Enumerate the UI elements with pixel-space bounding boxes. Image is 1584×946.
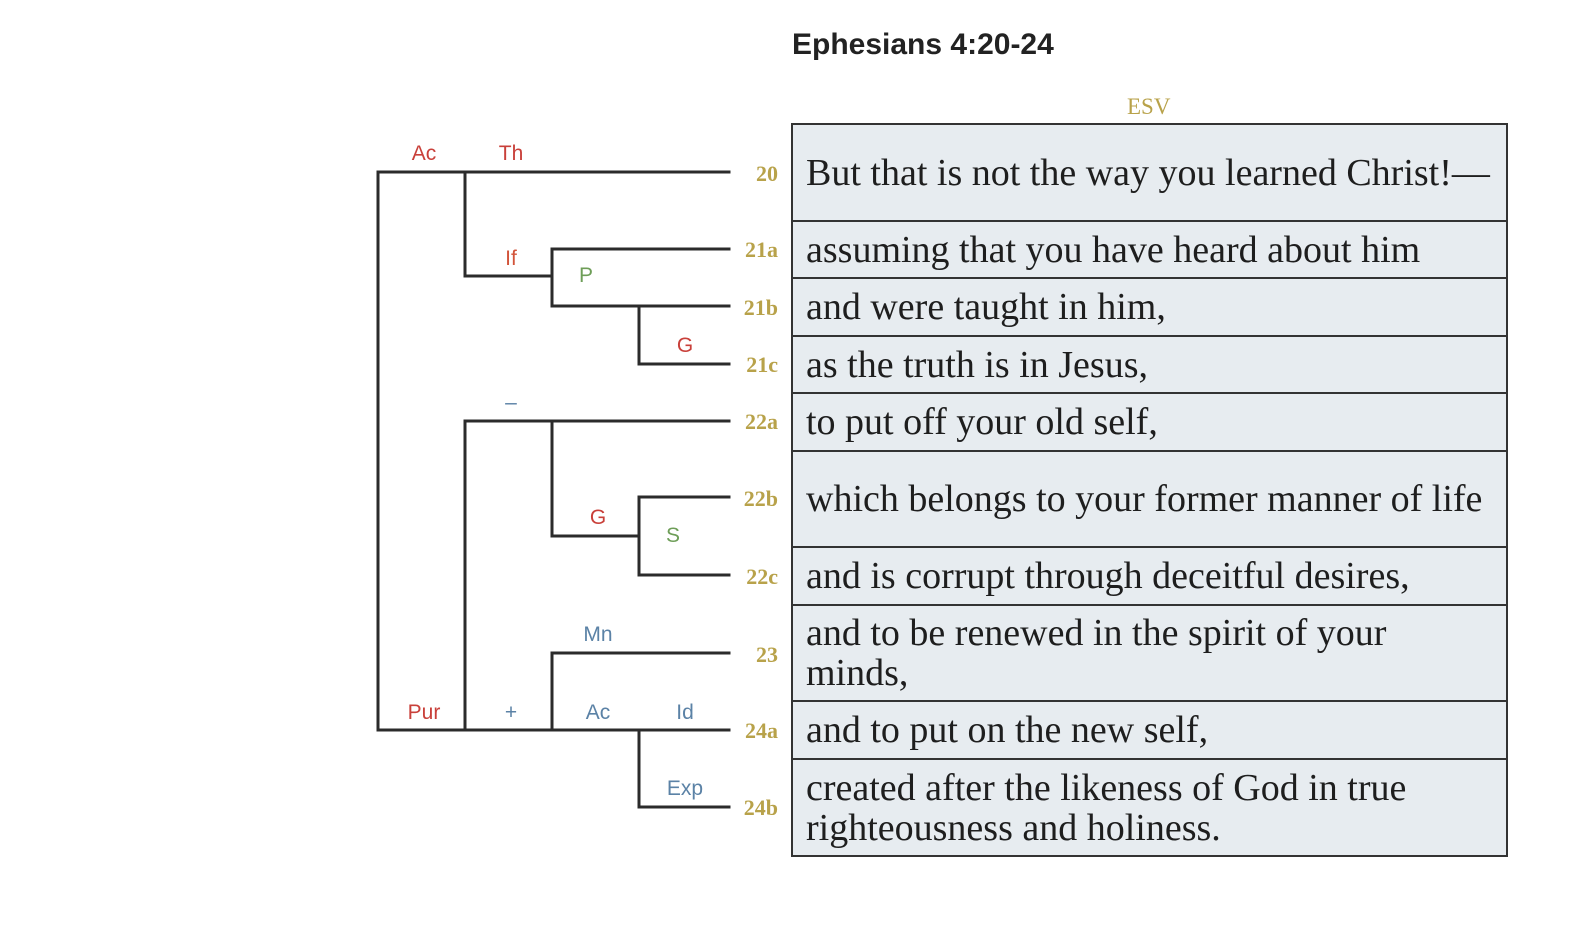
verse-ref: 22c xyxy=(746,564,778,589)
verse-ref: 21a xyxy=(745,237,778,262)
verse-row: assuming that you have heard about him xyxy=(791,222,1508,279)
relation-label-positive: + xyxy=(504,701,518,724)
relation-label-inference: If xyxy=(505,247,517,270)
page-title: Ephesians 4:20-24 xyxy=(792,28,1054,61)
verse-row: created after the likeness of God in true righteousness and holiness. xyxy=(791,760,1508,857)
verse-row: and to put on the new self, xyxy=(791,702,1508,760)
arcing-diagram xyxy=(0,0,790,946)
verse-ref: 20 xyxy=(756,161,778,186)
relation-label-theme: Th xyxy=(498,142,524,165)
relation-label-negative: – xyxy=(505,391,517,414)
relation-label-exposition: Exp xyxy=(666,777,704,800)
relation-label-ground: G xyxy=(676,334,694,357)
verse-table xyxy=(791,123,1508,857)
version-label: ESV xyxy=(1127,94,1171,119)
relation-label-manner: Mn xyxy=(583,623,613,646)
verse-ref: 24b xyxy=(743,795,778,820)
relation-label-series: S xyxy=(665,524,681,547)
bracket-series xyxy=(639,497,729,575)
verse-row: But that is not the way you learned Christ!— xyxy=(791,125,1508,222)
bracket-manner-action xyxy=(552,653,729,730)
verse-row: and is corrupt through deceitful desires, xyxy=(791,548,1508,606)
verse-row: which belongs to your former manner of life xyxy=(791,452,1508,548)
verse-row: to put off your old self, xyxy=(791,394,1508,452)
verse-ref: 24a xyxy=(745,718,778,743)
relation-label-purpose: Pur xyxy=(407,701,441,724)
relation-label-idea: Id xyxy=(676,701,694,724)
relation-label-ground: G xyxy=(589,506,607,529)
relation-label-progression: P xyxy=(578,264,594,287)
verse-row: and were taught in him, xyxy=(791,279,1508,337)
verse-ref: 21b xyxy=(743,295,778,320)
verse-ref: 21c xyxy=(746,352,778,377)
verse-ref: 22a xyxy=(745,409,778,434)
verse-row: as the truth is in Jesus, xyxy=(791,337,1508,394)
relation-label-action: Ac xyxy=(585,701,611,724)
verse-row: and to be renewed in the spirit of your minds, xyxy=(791,606,1508,702)
verse-ref: 22b xyxy=(743,486,778,511)
verse-ref: 23 xyxy=(756,642,778,667)
relation-label-action: Ac xyxy=(411,142,437,165)
